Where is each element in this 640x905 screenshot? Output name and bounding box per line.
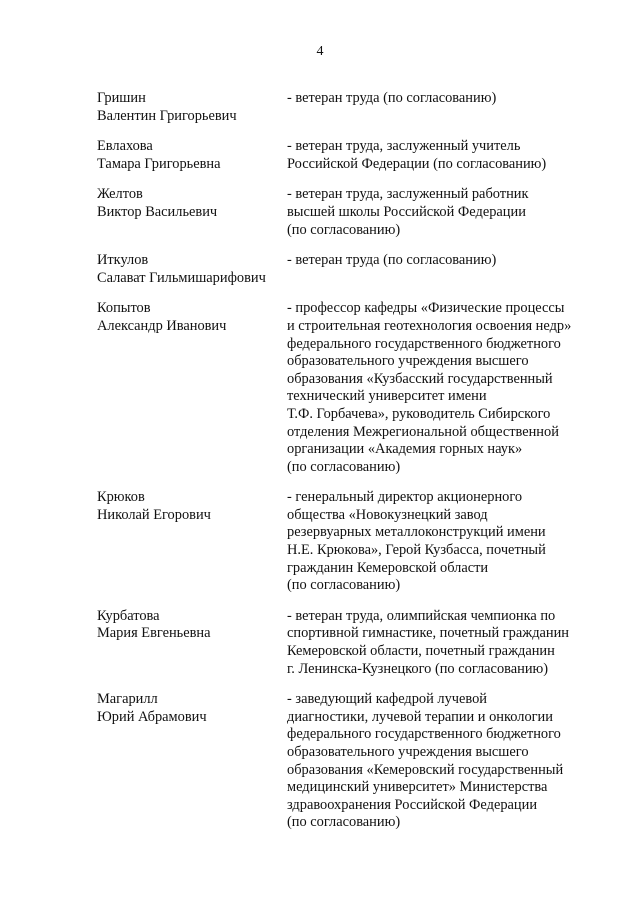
member-entry <box>97 138 602 173</box>
member-role-line: Кемеровской области, почетный гражданин <box>287 643 555 660</box>
member-name <box>97 252 287 287</box>
member-name <box>97 138 287 173</box>
member-role-line: Т.Ф. Горбачева», руководитель Сибирского <box>287 405 551 422</box>
member-entry <box>97 252 602 287</box>
member-entry <box>97 186 602 239</box>
member-role-line: федерального государственного бюджетного <box>287 726 561 743</box>
member-name-line: Салават Гильмишарифович <box>97 269 266 286</box>
member-name <box>97 691 287 832</box>
member-role-line: (по согласованию) <box>287 814 401 831</box>
member-role-line: образования «Кемеровский государственный <box>287 761 564 778</box>
member-role-line: технический университет имени <box>287 388 487 405</box>
member-role-line: (по согласованию) <box>287 458 401 475</box>
member-name-line: Крюков <box>97 489 145 506</box>
member-role-line: - ветеран труда (по согласованию) <box>287 252 497 269</box>
member-role-line: и строительная геотехнология освоения недр» <box>287 317 572 334</box>
member-role-line: организации «Академия горных наук» <box>287 441 523 458</box>
member-role-line: г. Ленинска-Кузнецкого (по согласованию) <box>287 660 549 677</box>
member-name-line: Евлахова <box>97 138 153 155</box>
member-name-line: Гришин <box>97 90 146 106</box>
member-role-line: - ветеран труда, заслуженный учитель <box>287 138 521 155</box>
member-name-line: Николай Егорович <box>97 506 211 523</box>
member-role-line: образовательного учреждения высшего <box>287 353 529 370</box>
member-role <box>287 90 602 125</box>
member-role-line: Н.Е. Крюкова», Герой Кузбасса, почетный <box>287 542 546 559</box>
member-role-line: - профессор кафедры «Физические процессы <box>287 300 565 317</box>
member-name-line: Юрий Абрамович <box>97 708 207 725</box>
member-list <box>97 90 602 832</box>
member-role-line: - ветеран труда (по согласованию) <box>287 90 497 106</box>
member-name <box>97 186 287 239</box>
member-role-line: спортивной гимнастике, почетный гражданин <box>287 625 570 642</box>
member-role-line: медицинский университет» Министерства <box>287 779 548 796</box>
member-name-line: Иткулов <box>97 252 149 269</box>
member-role <box>287 252 602 287</box>
member-role <box>287 489 602 595</box>
member-role-line: - ветеран труда, заслуженный работник <box>287 186 529 203</box>
member-name-line: Мария Евгеньевна <box>97 625 211 642</box>
member-role-line: отделения Межрегиональной общественной <box>287 423 559 440</box>
member-name <box>97 90 287 125</box>
member-name <box>97 300 287 476</box>
member-entry <box>97 489 602 595</box>
member-role-line: здравоохранения Российской Федерации <box>287 796 538 813</box>
member-name-line: Желтов <box>97 186 143 203</box>
member-name-line: Валентин Григорьевич <box>97 107 237 124</box>
member-role-line: общества «Новокузнецкий завод <box>287 506 488 523</box>
member-role <box>287 691 602 832</box>
member-role-line: (по согласованию) <box>287 577 401 594</box>
member-role-line: высшей школы Российской Федерации <box>287 203 526 220</box>
member-name-line: Александр Иванович <box>97 317 227 334</box>
member-role-line: - генеральный директор акционерного <box>287 489 523 506</box>
member-role <box>287 608 602 678</box>
member-name-line: Курбатова <box>97 607 160 624</box>
member-role-line: федерального государственного бюджетного <box>287 335 561 352</box>
member-name-line: Виктор Васильевич <box>97 203 218 220</box>
member-role-line: гражданин Кемеровской области <box>287 559 489 576</box>
member-entry <box>97 90 602 125</box>
member-role-line: образования «Кузбасский государственный <box>287 370 553 387</box>
member-role <box>287 138 602 173</box>
member-role-line: Российской Федерации (по согласованию) <box>287 155 547 172</box>
member-role-line: (по согласованию) <box>287 221 401 238</box>
member-role-line: образовательного учреждения высшего <box>287 744 529 760</box>
member-entry <box>97 608 602 678</box>
page-number: 4 <box>316 44 324 59</box>
member-name <box>97 608 287 678</box>
member-entry <box>97 300 602 476</box>
member-name-line: Копытов <box>97 300 151 317</box>
member-role-line: - заведующий кафедрой лучевой <box>287 691 488 708</box>
member-name <box>97 489 287 595</box>
member-name-line: Магарилл <box>97 691 158 708</box>
member-role-line: диагностики, лучевой терапии и онкологии <box>287 708 553 725</box>
member-role <box>287 186 602 239</box>
member-role <box>287 300 602 476</box>
member-role-line: - ветеран труда, олимпийская чемпионка по <box>287 607 556 624</box>
member-entry <box>97 691 602 832</box>
member-role-line: резервуарных металлоконструкций имени <box>287 524 546 541</box>
member-name-line: Тамара Григорьевна <box>97 155 221 172</box>
